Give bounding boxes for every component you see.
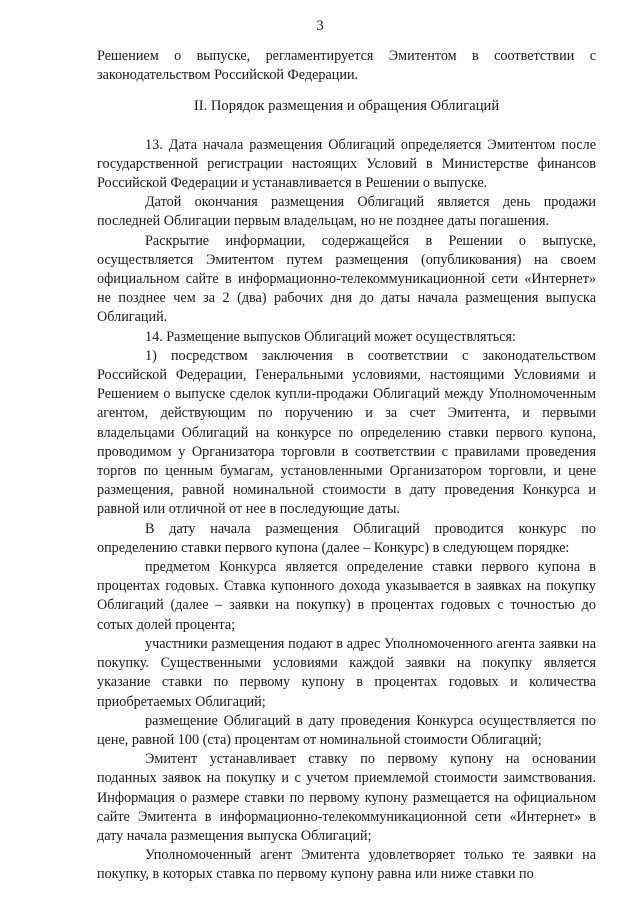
page-number: 3 xyxy=(316,18,324,34)
section-heading: II. Порядок размещения и обращения Облигаций xyxy=(193,98,500,115)
paragraph-price: размещение Облигаций в дату проведения Конкурса осуществляется по цене, равной 100 (ста) процентам от номинальной стоимости Облигаций; xyxy=(97,712,596,748)
paragraph-issuer-rate: Эмитент устанавливает ставку по первому купону на основании поданных заявок на покупку и с учетом приемлемой стоимости заимствования. Информация о размере ставки по первому купону размещается на официальном сайте Эмитента в информационно-телекоммуникационной сети «Интернет» в дату начала размещения выпуска Облигаций; xyxy=(97,751,596,844)
document-body xyxy=(97,47,596,885)
paragraph-disclosure: Раскрытие информации, содержащейся в Решении о выпуске, осуществляется Эмитентом путем размещения (опубликования) на своем официальном сайте в информационно-телекоммуникационной сети «Интернет» не позднее чем за 2 (два) рабочих дня до даты начала размещения выпуска Облигаций. xyxy=(97,232,596,326)
paragraph-end-date: Датой окончания размещения Облигаций является день продажи последней Облигации первым владельцам, но не позднее даты погашения. xyxy=(97,194,596,230)
paragraph-13: 13. Дата начала размещения Облигаций определяется Эмитентом после государственной регистрации настоящих Условий в Министерстве финансов Российской Федерации и устанавливается в Решении о выпуске. xyxy=(97,136,596,192)
paragraph-agent: Уполномоченный агент Эмитента удовлетворяет только те заявки на покупку, в которых ставка по первому купону равна или ниже ставки по xyxy=(97,847,596,883)
paragraph-auction-subject: предметом Конкурса является определение ставки первого купона в процентах годовых. Ставка купонного дохода указывается в заявках на покупку Облигаций (далее – заявки на покупку) в процентах годовых с точностью до сотых долей процента; xyxy=(97,559,596,633)
paragraph-14: 14. Размещение выпусков Облигаций может осуществляться: xyxy=(145,328,517,345)
paragraph-continuation: Решением о выпуске, регламентируется Эмитентом в соответствии с законодательством Российской Федерации. xyxy=(97,48,596,84)
paragraph-auction: В дату начала размещения Облигаций проводится конкурс по определению ставки первого купона (далее – Конкурс) в следующем порядке: xyxy=(97,520,596,556)
paragraph-14-1: 1) посредством заключения в соответствии с законодательством Российской Федерации, Генеральными условиями, настоящими Условиями и Решением о выпуске сделок купли-продажи Облигаций между Уполномоченным агентом, действующим по поручению и за счет Эмитента, и первыми владельцами Облигаций на конкурсе по определению ставки первого купона, проводимом у Организатора торговли в соответствии с правилами проведения торгов по ценным бумагам, установленными Организатором торговли, и цене размещения, равной номинальной стоимости в дату проведения Конкурса и равной или отличной от нее в последующие даты. xyxy=(97,347,596,518)
paragraph-participants: участники размещения подают в адрес Уполномоченного агента заявки на покупку. Существенными условиями каждой заявки на покупку является указание ставки по первому купону в процентах годовых и количества приобретаемых Облигаций; xyxy=(97,635,596,710)
